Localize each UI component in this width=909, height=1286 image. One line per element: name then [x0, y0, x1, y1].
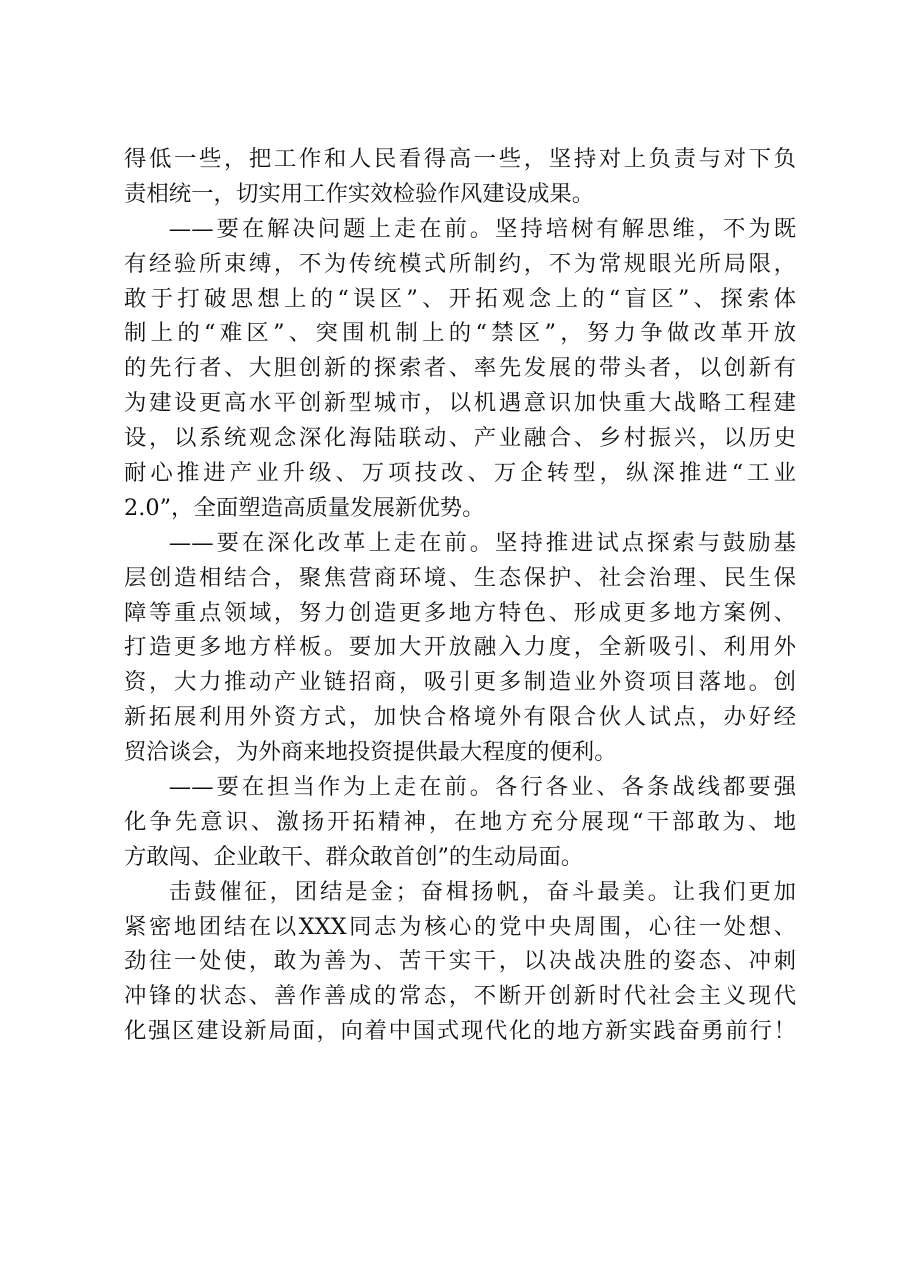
text-line: 方敢闯、企业敢干、群众敢首创”的生动局面。: [124, 843, 584, 870]
text-line: 新拓展利用外资方式，加快合格境外有限合伙人试点，办好经: [124, 704, 796, 731]
text-line: 为建设更高水平创新型城市，以机遇意识加快重大战略工程建: [124, 390, 796, 417]
text-line: 打造更多地方样板。要加大开放融入力度，全新吸引、利用外: [124, 634, 796, 661]
text-line: 化强区建设新局面，向着中国式现代化的地方新实践奋勇前行！: [124, 1018, 796, 1045]
text-line: 资，大力推动产业链招商，吸引更多制造业外资项目落地。创: [124, 669, 796, 696]
paragraph-first-line: ——要在解决问题上走在前。坚持培树有解思维，不为既: [168, 215, 796, 242]
text-line: 的先行者、大胆创新的探索者、率先发展的带头者，以创新有: [124, 355, 796, 382]
text-line: 贸洽谈会，为外商来地投资提供最大程度的便利。: [124, 739, 617, 766]
text-line: 责相统一，切实用工作实效检验作风建设成果。: [124, 180, 595, 207]
text-line: 化争先意识、激扬开拓精神，在地方充分展现“干部敢为、地: [124, 808, 796, 835]
body-text: [124, 142, 796, 1049]
text-line: 有经验所束缚，不为传统模式所制约，不为常规眼光所局限，: [124, 250, 796, 277]
text-line: 制上的“难区”、突围机制上的“禁区”，努力争做改革开放: [124, 320, 796, 347]
text-line: 2.0”，全面塑造高质量发展新优势。: [124, 494, 485, 521]
paragraph-first-line: ——要在深化改革上走在前。坚持推进试点探索与鼓励基: [168, 529, 796, 556]
text-line: 层创造相结合，聚焦营商环境、生态保护、社会治理、民生保: [124, 564, 796, 591]
text-line: 障等重点领域，努力创造更多地方特色、形成更多地方案例、: [124, 599, 796, 626]
text-line: 设，以系统观念深化海陆联动、产业融合、乡村振兴，以历史: [124, 425, 796, 452]
paragraph-first-line: 击鼓催征，团结是金；奋楫扬帆，奋斗最美。让我们更加: [168, 878, 796, 905]
text-line: 劲往一处使，敢为善为、苦干实干，以决战决胜的姿态、冲刺: [124, 948, 796, 975]
text-line: 敢于打破思想上的“误区”、开拓观念上的“盲区”、探索体: [124, 285, 796, 312]
text-line: 冲锋的状态、善作善成的常态，不断开创新时代社会主义现代: [124, 983, 796, 1010]
text-line: 紧密地团结在以XXX同志为核心的党中央周围，心往一处想、: [124, 913, 796, 940]
paragraph-first-line: ——要在担当作为上走在前。各行各业、各条战线都要强: [168, 774, 796, 801]
text-line: 耐心推进产业升级、万项技改、万企转型，纵深推进“工业: [124, 460, 796, 487]
text-line: 得低一些，把工作和人民看得高一些，坚持对上负责与对下负: [124, 146, 796, 172]
